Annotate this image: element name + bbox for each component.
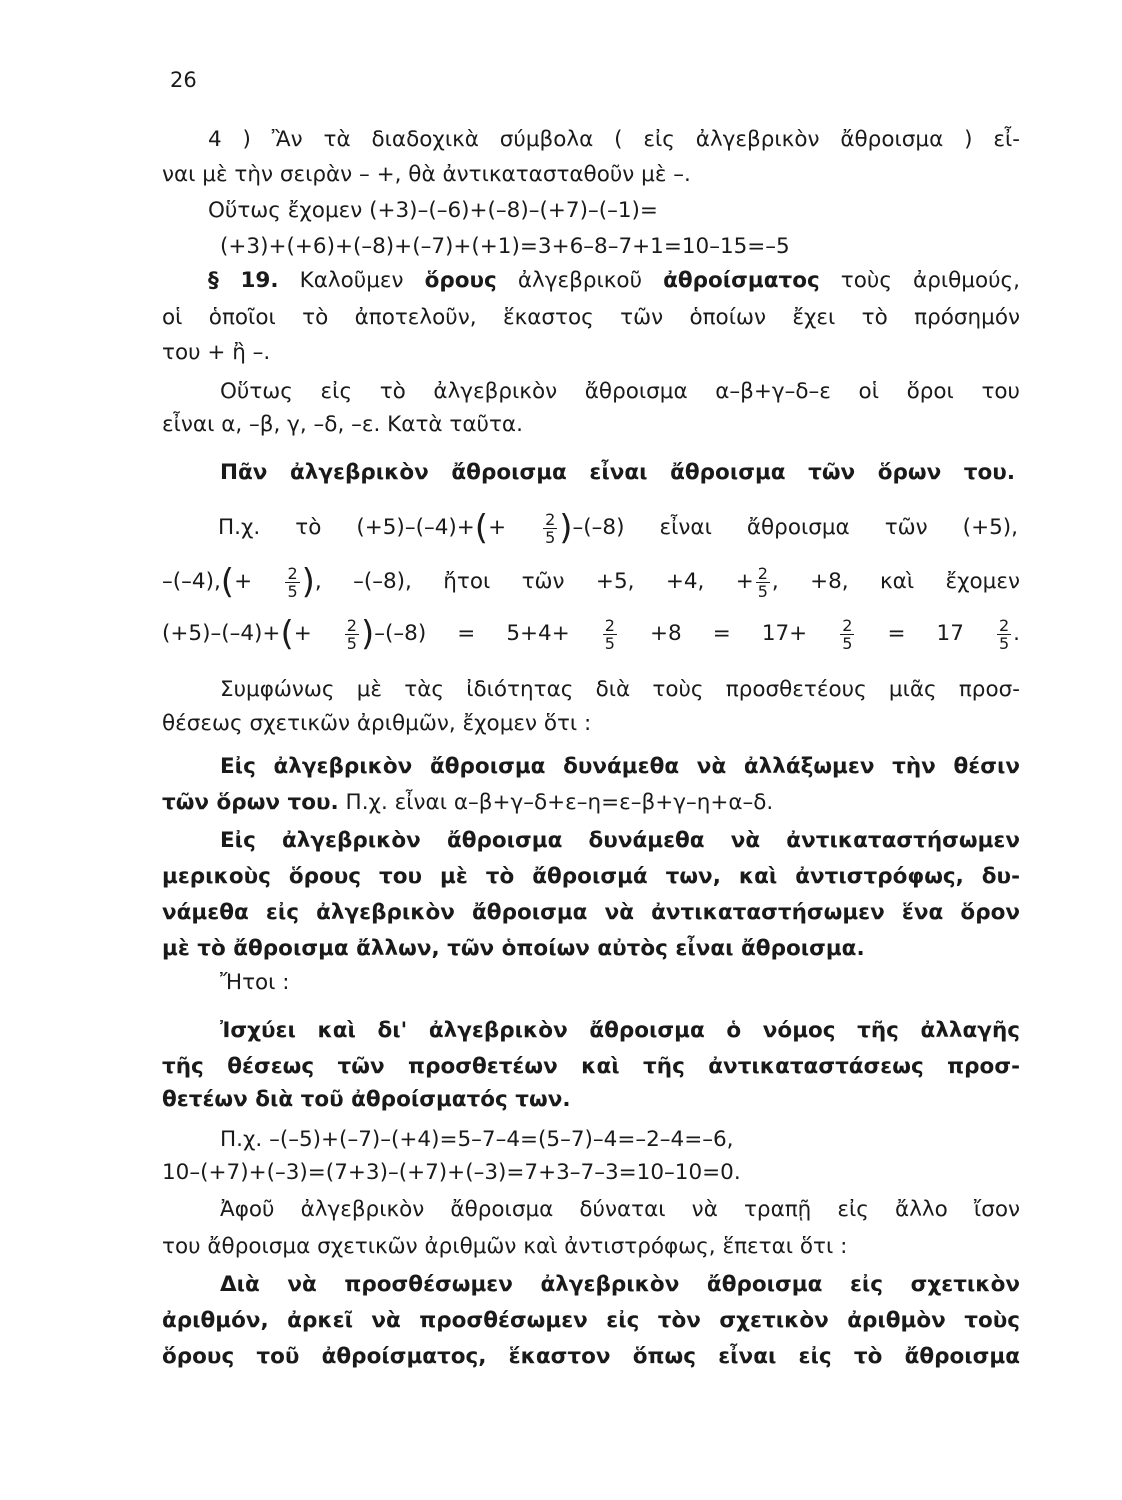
equation-line: 10–(+7)+(–3)=(7+3)–(+7)+(–3)=7+3–7–3=10–10=0. [162,1160,741,1185]
rule-line [162,788,1020,818]
text-segment: Π.χ. εἶναι α–β+γ–δ+ε–η=ε–β+γ–η+α–δ. [338,790,774,815]
text-segment: –(–4), [162,569,221,594]
fraction [345,617,359,652]
text-segment: = 17 [856,621,995,646]
rule-line: Ἰσχύει καὶ δι' ἀλγεβρικὸν ἄθροισμα ὁ νόμος τῆς ἀλλαγῆς [220,1018,1020,1043]
rule-line: Πᾶν ἀλγεβρικὸν ἄθροισμα εἶναι ἄθροισμα τῶν ὅρων του. [220,460,1015,485]
text-line: Οὕτως εἰς τὸ ἀλγεβρικὸν ἄθροισμα α–β+γ–δ–ε οἱ ὅροι του [220,379,1020,404]
rule-line: ὅρους τοῦ ἀθροίσματος, ἕκαστον ὅπως εἶναι εἰς τὸ ἄθροισμα [162,1344,1020,1369]
paren-open: ( [280,614,294,654]
text-line: Συμφώνως μὲ τὰς ἰδιότητας διὰ τοὺς προσθετέους μιᾶς προσ- [220,677,1020,702]
text-segment: . [1013,621,1020,646]
equation-line: Π.χ. –(–5)+(–7)–(+4)=5–7–4=(5–7)–4=–2–4=–6, [220,1127,734,1152]
rule-line: τῆς θέσεως τῶν προσθετέων καὶ τῆς ἀντικαταστάσεως προσ- [162,1054,1020,1079]
fraction [840,617,854,652]
text-segment: –(–8) εἶναι ἄθροισμα τῶν (+5), [572,515,1018,540]
text-line: 4 ) Ἂν τὰ διαδοχικὰ σύμβολα ( εἰς ἀλγεβρικὸν ἄθροισμα ) εἶ- [208,127,1020,152]
term-bold: ἀθροίσματος [663,268,820,293]
fraction [603,617,617,652]
example-line [218,506,1018,550]
rule-line: νάμεθα εἰς ἀλγεβρικὸν ἄθροισμα νὰ ἀντικαταστήσωμεν ἕνα ὅρον [162,900,1020,925]
text-line: Ἤτοι : [220,970,290,995]
example-line [162,612,1020,656]
text-segment: + [234,569,284,594]
fraction-denominator: 5 [346,633,357,653]
rule-bold-segment: τῶν ὅρων του. [162,790,339,815]
fraction-denominator: 5 [842,633,853,653]
text-segment: ἀλγεβρικοῦ [496,268,664,293]
fraction-numerator: 2 [757,563,768,583]
text-segment: , +8, καὶ ἔχομεν [771,569,1020,594]
text-line: εἶναι α, –β, γ, –δ, –ε. Κατὰ ταῦτα. [162,412,523,437]
text-line: οἱ ὁποῖοι τὸ ἀποτελοῦν, ἕκαστος τῶν ὁποίων ἔχει τὸ πρόσημόν [162,305,1020,330]
fraction [997,617,1011,652]
rule-line: Εἰς ἀλγεβρικὸν ἄθροισμα δυνάμεθα νὰ ἀλλάξωμεν τὴν θέσιν [220,754,1020,779]
page-number: 26 [170,68,197,92]
rule-line: Εἰς ἀλγεβρικὸν ἄθροισμα δυνάμεθα νὰ ἀντικαταστήσωμεν [220,828,1020,853]
text-line: ναι μὲ τὴν σειρὰν – +, θὰ ἀντικατασταθοῦν μὲ –. [162,162,691,187]
fraction-denominator: 5 [545,527,556,547]
text-segment: –(–8) = 5+4+ [374,621,601,646]
text-segment: , –(–8), ἤτοι τῶν +5, +4, + [314,569,754,594]
equation-line: (+3)+(+6)+(–8)+(–7)+(+1)=3+6–8–7+1=10–15=–5 [220,234,790,259]
text-segment: (+5)–(–4)+ [162,621,281,646]
fraction [285,565,299,600]
term-bold: ὅρους [424,268,497,293]
fraction-denominator: 5 [757,581,768,601]
fraction-numerator: 2 [346,615,357,635]
rule-line: Διὰ νὰ προσθέσωμεν ἀλγεβρικὸν ἄθροισμα εἰς σχετικὸν [220,1272,1020,1297]
fraction [543,511,557,546]
paren-open: ( [220,562,235,602]
fraction-denominator: 5 [604,633,615,653]
paren-close: ) [360,614,375,654]
fraction-numerator: 2 [842,615,853,635]
fraction [756,565,770,600]
fraction-denominator: 5 [998,633,1010,653]
rule-line: μὲ τὸ ἄθροισμα ἄλλων, τῶν ὁποίων αὐτὸς εἶναι ἄθροισμα. [162,936,865,961]
example-line [162,560,1020,604]
text-line: Οὕτως ἔχομεν (+3)–(–6)+(–8)–(+7)–(–1)= [208,198,658,223]
paren-open: ( [474,508,489,548]
text-segment: + [488,515,542,540]
rule-line: θετέων διὰ τοῦ ἀθροίσματός των. [162,1087,571,1112]
text-line: θέσεως σχετικῶν ἀριθμῶν, ἔχομεν ὅτι : [162,711,592,736]
rule-line: μερικοὺς ὅρους του μὲ τὸ ἄθροισμά των, καὶ ἀντιστρόφως, δυ- [162,864,1020,889]
fraction-numerator: 2 [287,563,298,583]
text-segment: Π.χ. τὸ (+5)–(–4)+ [218,515,475,540]
text-line: του + ἢ –. [162,340,271,365]
text-segment: + [293,621,343,646]
text-segment: +8 = 17+ [618,621,839,646]
text-segment: Καλοῦμεν [278,268,425,293]
fraction-numerator: 2 [604,615,615,635]
paren-close: ) [559,508,573,548]
section-number: § 19. [208,268,279,293]
fraction-numerator: 2 [545,509,556,529]
fraction-numerator: 2 [998,615,1010,635]
rule-line: ἀριθμόν, ἀρκεῖ νὰ προσθέσωμεν εἰς τὸν σχετικὸν ἀριθμὸν τοὺς [162,1308,1020,1333]
text-line: Ἀφοῦ ἀλγεβρικὸν ἄθροισμα δύναται νὰ τραπῇ εἰς ἄλλο ἴσον [220,1197,1020,1222]
text-line: του ἄθροισμα σχετικῶν ἀριθμῶν καὶ ἀντιστρόφως, ἕπεται ὅτι : [162,1234,848,1259]
section-19-line [208,266,1020,296]
paren-close: ) [301,562,315,602]
text-segment: τοὺς ἀριθμούς, [819,268,1020,293]
fraction-denominator: 5 [287,581,298,601]
